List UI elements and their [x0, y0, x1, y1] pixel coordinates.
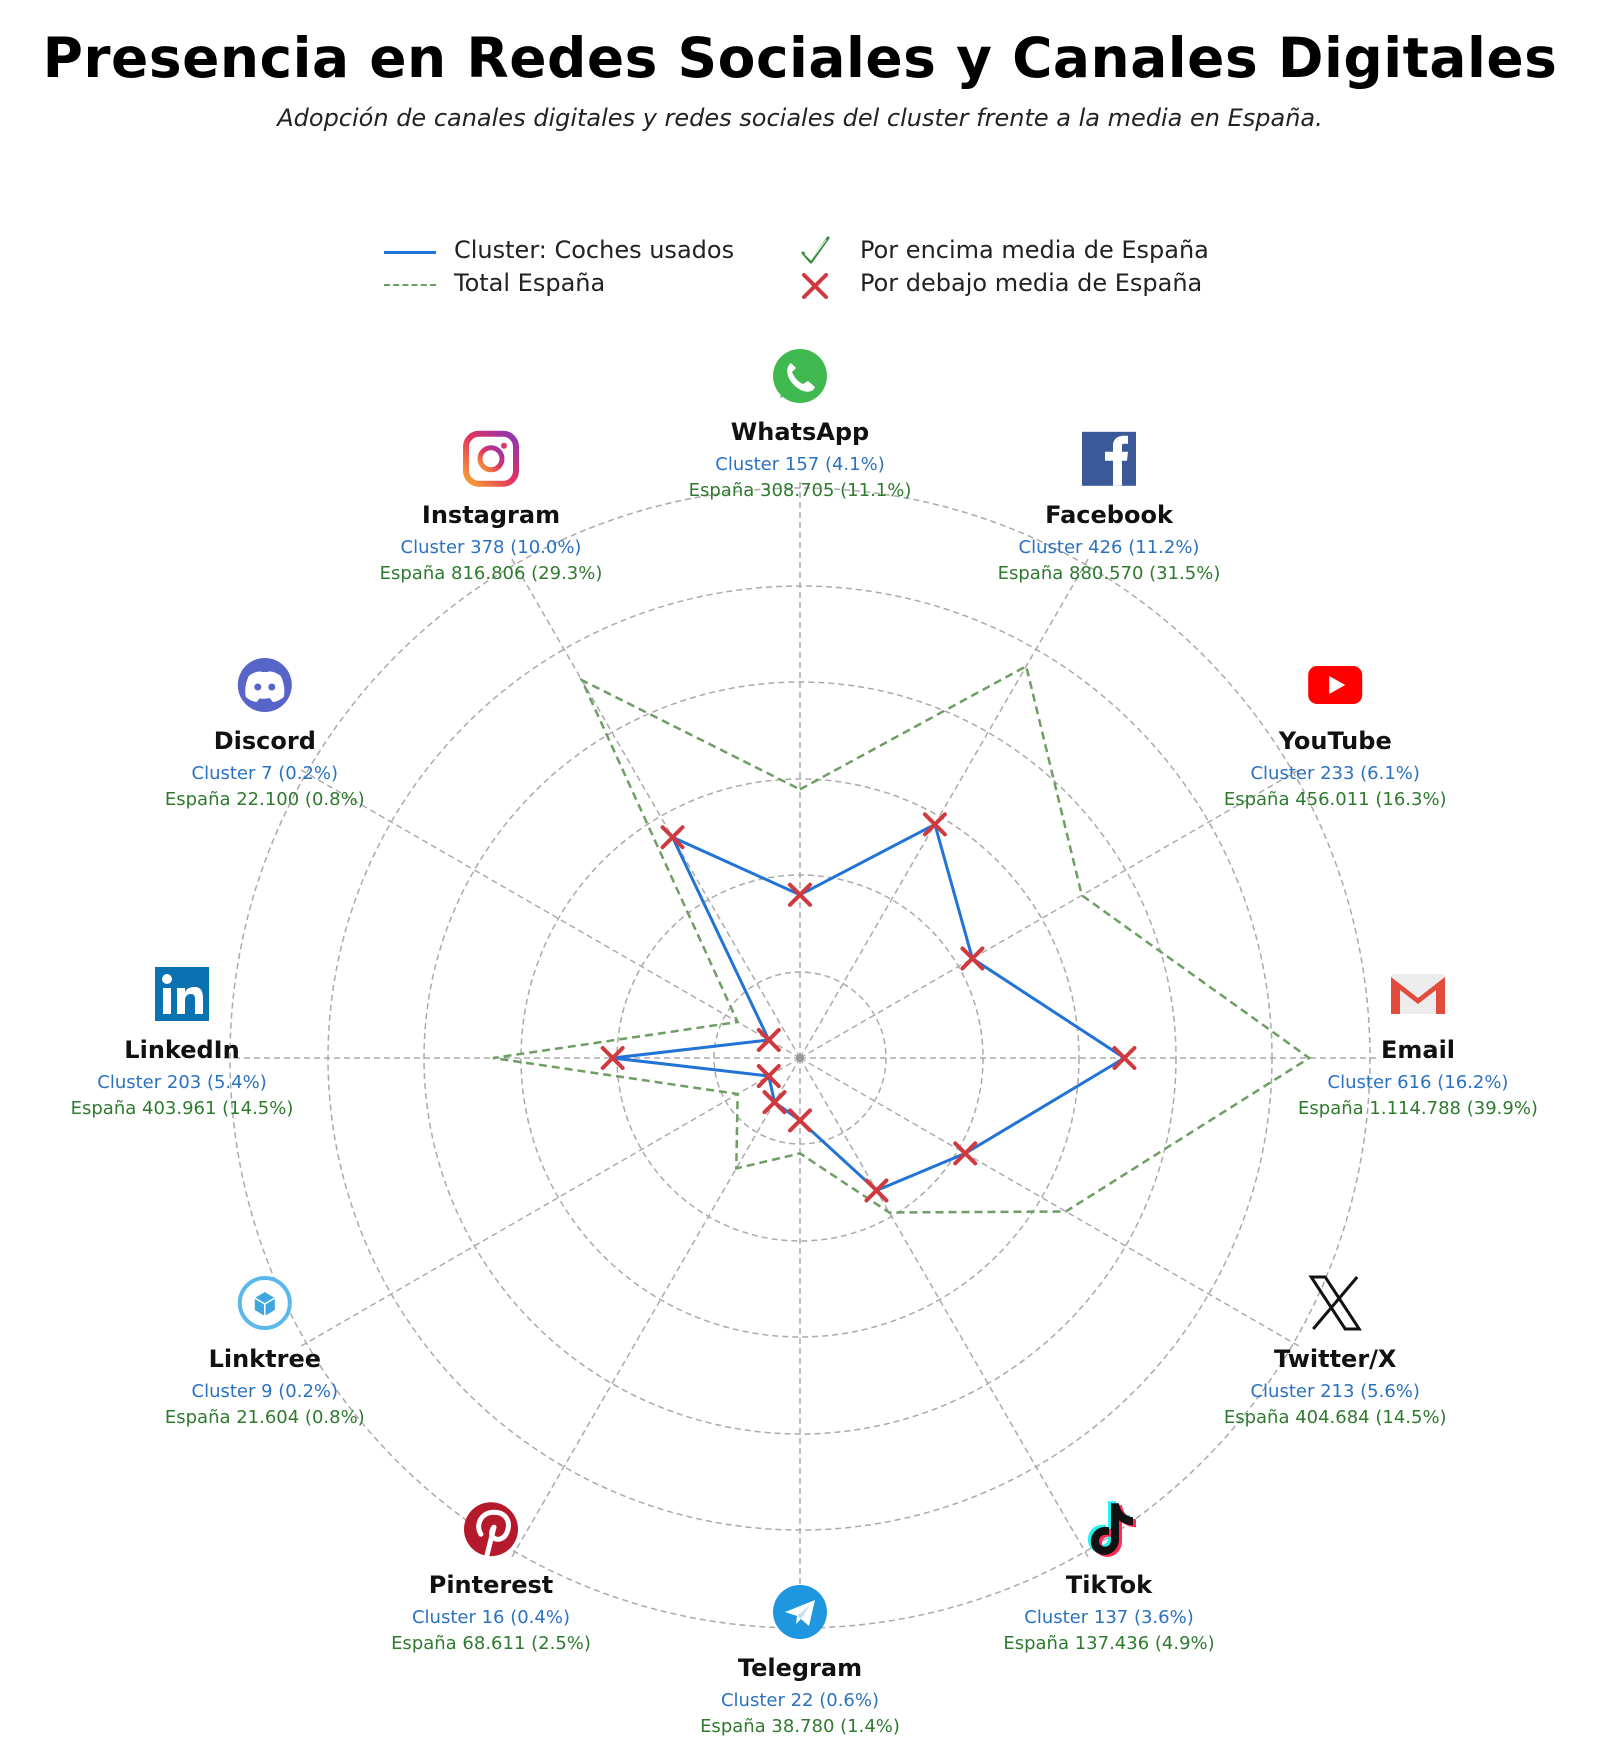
spain-value-label: España 404.684 (14.5%): [1223, 1407, 1447, 1428]
marker-instagram: [663, 827, 683, 847]
spain-value-label: España 816.806 (29.3%): [379, 562, 603, 584]
grid-spoke: [510, 556, 800, 1058]
category-name: WhatsApp: [730, 418, 870, 446]
category-name: Linktree: [208, 1345, 322, 1373]
grid-spoke: [800, 768, 1302, 1058]
category-name: Email: [1380, 1036, 1456, 1064]
category-whatsapp: [689, 349, 912, 501]
marker-youtube: [962, 948, 982, 968]
linktree-icon: [240, 1278, 290, 1328]
category-name: LinkedIn: [124, 1036, 240, 1064]
legend-below-label: Por debajo media de España: [860, 269, 1203, 297]
instagram-icon: [466, 434, 516, 484]
cluster-value-label: Cluster 157 (4.1%): [715, 454, 885, 475]
cluster-value-label: Cluster 213 (5.6%): [1250, 1381, 1420, 1402]
category-youtube: [1224, 666, 1447, 810]
discord-icon: [238, 658, 292, 712]
category-telegram: [700, 1585, 900, 1737]
grid-spoke: [800, 1058, 1090, 1560]
radar-grid: [220, 478, 1380, 1638]
category-instagram: [380, 434, 603, 584]
chart-title: Presencia en Redes Sociales y Canales Digitales: [42, 26, 1558, 90]
grid-spoke: [510, 1058, 800, 1560]
cluster-value-label: Cluster 616 (16.2%): [1327, 1072, 1509, 1093]
category-name: YouTube: [1278, 727, 1392, 755]
spain-value-label: España 38.780 (1.4%): [700, 1716, 900, 1737]
spain-value-label: España 1.114.788 (39.9%): [1298, 1098, 1538, 1119]
category-twitter-x: [1224, 1277, 1447, 1428]
category-pinterest: [391, 1502, 591, 1654]
spain-value-label: España 22.100 (0.8%): [164, 789, 365, 810]
category-name: TikTok: [1065, 1571, 1153, 1600]
cluster-value-label: Cluster 7 (0.2%): [191, 763, 339, 784]
chart-subtitle: Adopción de canales digitales y redes sociales del cluster frente a la media en España.: [277, 104, 1323, 132]
legend-above-label: Por encima media de España: [860, 236, 1209, 264]
cluster-value-label: Cluster 233 (6.1%): [1250, 763, 1420, 784]
x-icon: [1311, 1277, 1359, 1329]
youtube-icon: [1308, 666, 1362, 704]
category-name: Pinterest: [428, 1571, 554, 1600]
spain-value-label: España 880.570 (31.5%): [997, 562, 1221, 584]
marker-pinterest: [765, 1092, 785, 1112]
grid-spoke: [800, 556, 1090, 1058]
category-linkedin: [71, 967, 294, 1119]
cluster-value-label: Cluster 22 (0.6%): [720, 1690, 880, 1711]
spain-value-label: España 21.604 (0.8%): [164, 1407, 365, 1428]
telegram-icon: [773, 1585, 827, 1639]
radar-series: [493, 666, 1309, 1212]
marker-tiktok: [866, 1180, 886, 1200]
cluster-value-label: Cluster 378 (10.0%): [400, 536, 582, 558]
marker-twitter-x: [955, 1143, 975, 1163]
spain-value-label: España 308.705 (11.1%): [688, 480, 912, 501]
spain-value-label: España 137.436 (4.9%): [1003, 1633, 1215, 1655]
category-name: Discord: [213, 727, 316, 755]
grid-spoke: [298, 768, 800, 1058]
category-facebook: [998, 432, 1221, 584]
cluster-value-label: Cluster 203 (5.4%): [97, 1072, 267, 1093]
spain-value-label: España 68.611 (2.5%): [391, 1633, 591, 1655]
series-line-total-espana: [493, 666, 1309, 1212]
category-name: Twitter/X: [1273, 1345, 1397, 1373]
cluster-value-label: Cluster 426 (11.2%): [1018, 536, 1200, 558]
spain-value-label: España 456.011 (16.3%): [1223, 789, 1447, 810]
cluster-value-label: Cluster 137 (3.6%): [1024, 1607, 1194, 1629]
series-line-cluster: [613, 824, 1125, 1190]
spain-value-label: España 403.961 (14.5%): [70, 1098, 294, 1119]
category-name: Instagram: [421, 500, 561, 529]
facebook-icon: [1082, 432, 1136, 486]
category-name: Facebook: [1045, 500, 1173, 529]
legend-spain-label: Total España: [454, 269, 606, 297]
grid-spoke: [298, 1058, 800, 1348]
category-email: [1298, 974, 1538, 1119]
category-linktree: [165, 1278, 365, 1428]
gmail-icon: [1391, 974, 1445, 1014]
marker-facebook: [925, 814, 945, 834]
pinterest-icon: [464, 1502, 518, 1556]
cluster-value-label: Cluster 9 (0.2%): [191, 1381, 339, 1402]
whatsapp-icon: [773, 349, 827, 403]
category-labels: [71, 349, 1538, 1737]
linkedin-icon: [155, 967, 209, 1021]
cluster-value-label: Cluster 16 (0.4%): [411, 1607, 571, 1629]
tiktok-icon: [1088, 1501, 1136, 1557]
radar-markers: [603, 814, 1135, 1200]
category-discord: [165, 658, 365, 810]
legend-cluster-label: Cluster: Coches usados: [454, 236, 735, 264]
category-name: Telegram: [737, 1654, 863, 1682]
radar-center: [796, 1054, 804, 1062]
